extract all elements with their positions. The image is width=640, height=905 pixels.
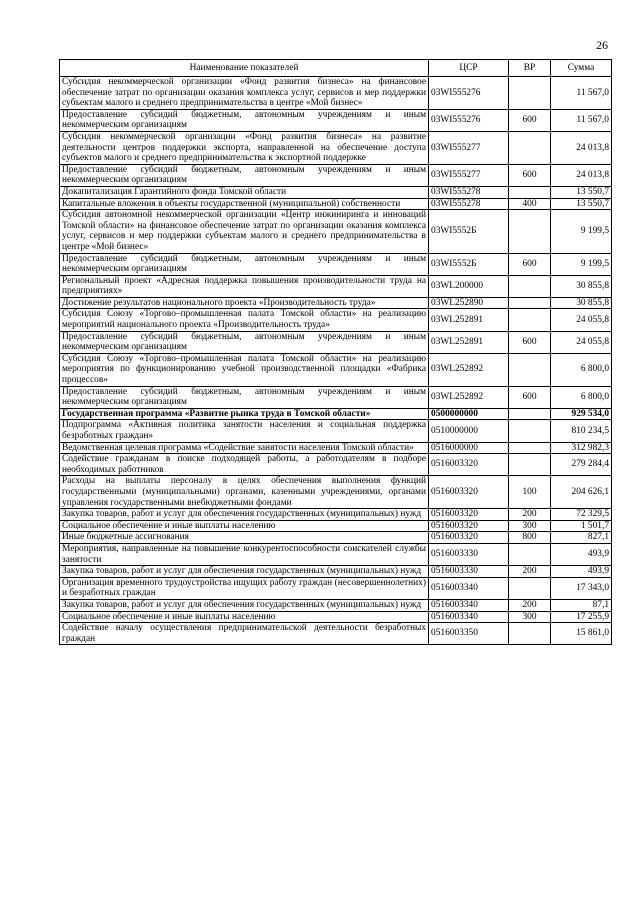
cell-name: Закупка товаров, работ и услуг для обеспечения государственных (муниципальных) нужд (60, 599, 429, 611)
cell-sum: 13 550,7 (551, 198, 612, 210)
cell-csr: 03WL252891 (429, 309, 509, 331)
cell-sum: 30 855,8 (551, 297, 612, 309)
cell-sum: 17 255,9 (551, 611, 612, 623)
cell-csr: 03WI555277 (429, 131, 509, 164)
cell-sum: 6 800,0 (551, 386, 612, 408)
cell-vr: 200 (509, 599, 551, 611)
cell-csr: 03WL252892 (429, 386, 509, 408)
cell-name: Расходы на выплаты персоналу в целях обеспечения выполнения функций государственными (муниципальными) органами, казенными учреждениями, органами управления государственными внебюджетными фондами (60, 476, 429, 509)
cell-sum: 204 626,1 (551, 476, 612, 509)
cell-vr (509, 210, 551, 253)
cell-name: Содействие гражданам в поиске подходящей работы, а работодателям в подборе необходимых работников (60, 454, 429, 476)
header-name: Наименование показателей (60, 60, 429, 77)
table-row (60, 520, 612, 532)
cell-sum: 11 567,0 (551, 109, 612, 131)
table-row (60, 297, 612, 309)
cell-csr: 0510000000 (429, 420, 509, 442)
cell-vr (509, 297, 551, 309)
cell-sum: 17 343,0 (551, 577, 612, 599)
table-row (60, 164, 612, 186)
cell-sum: 6 800,0 (551, 353, 612, 386)
cell-sum: 9 199,5 (551, 210, 612, 253)
cell-vr: 600 (509, 109, 551, 131)
cell-name: Подпрограмма «Активная политика занятости населения и социальная поддержка безработных граждан» (60, 420, 429, 442)
cell-name: Региональный проект «Адресная поддержка повышения производительности труда на предприятиях» (60, 275, 429, 297)
header-vr: ВР (509, 60, 551, 77)
cell-vr: 100 (509, 476, 551, 509)
cell-sum: 810 234,5 (551, 420, 612, 442)
cell-csr: 0516003340 (429, 599, 509, 611)
table-row (60, 77, 612, 110)
cell-vr (509, 131, 551, 164)
cell-vr (509, 420, 551, 442)
cell-csr: 03WL252891 (429, 331, 509, 353)
cell-csr: 03WI555276 (429, 109, 509, 131)
cell-vr: 600 (509, 331, 551, 353)
cell-vr (509, 623, 551, 645)
cell-sum: 11 567,0 (551, 77, 612, 110)
cell-vr (509, 309, 551, 331)
cell-vr: 600 (509, 164, 551, 186)
cell-csr: 03WI5552Б (429, 210, 509, 253)
cell-csr: 0516003320 (429, 454, 509, 476)
table-row (60, 420, 612, 442)
cell-name: Социальное обеспечение и иные выплаты населению (60, 611, 429, 623)
cell-name: Субсидия автономной некоммерческой организации «Центр инжиниринга и инноваций Томской области» на финансовое обеспечение затрат по организации оказания комплекса услуг, сервисов и мер поддержки субъектам малого и среднего предпринимательства в центре «Мой бизнес» (60, 210, 429, 253)
cell-name: Предоставление субсидий бюджетным, автономным учреждениям и иным некоммерческим организациям (60, 331, 429, 353)
cell-vr (509, 577, 551, 599)
cell-name: Субсидия Союзу «Торгово–промышленная палата Томской области» на реализацию мероприятия по функционированию учебной производственной площадки «Фабрика процессов» (60, 353, 429, 386)
cell-csr: 03WI5552Б (429, 253, 509, 275)
cell-csr: 0516003320 (429, 520, 509, 532)
cell-name: Государственная программа «Развитие рынка труда в Томской области» (60, 408, 429, 420)
cell-sum: 24 013,8 (551, 131, 612, 164)
cell-vr: 600 (509, 386, 551, 408)
cell-vr (509, 353, 551, 386)
table-row (60, 532, 612, 544)
cell-csr: 0516000000 (429, 442, 509, 454)
cell-vr: 300 (509, 520, 551, 532)
table-row (60, 210, 612, 253)
cell-name: Докапитализация Гарантийного фонда Томской области (60, 186, 429, 198)
cell-vr: 200 (509, 566, 551, 578)
cell-name: Иные бюджетные ассигнования (60, 532, 429, 544)
table-row (60, 566, 612, 578)
cell-name: Организация временного трудоустройства ищущих работу граждан (несовершеннолетних) и безработных граждан (60, 577, 429, 599)
cell-name: Субсидия Союзу «Торгово–промышленная палата Томской области» на реализацию мероприятий национального проекта «Производительность труда» (60, 309, 429, 331)
cell-sum: 30 855,8 (551, 275, 612, 297)
cell-csr: 0516003330 (429, 566, 509, 578)
cell-sum: 72 329,5 (551, 509, 612, 521)
cell-sum: 929 534,0 (551, 408, 612, 420)
cell-sum: 24 055,8 (551, 309, 612, 331)
table-row (60, 353, 612, 386)
table-row (60, 109, 612, 131)
cell-sum: 87,1 (551, 599, 612, 611)
cell-csr: 03WL200000 (429, 275, 509, 297)
budget-table (59, 59, 612, 645)
cell-sum: 1 501,7 (551, 520, 612, 532)
cell-name: Предоставление субсидий бюджетным, автономным учреждениям и иным некоммерческим организациям (60, 109, 429, 131)
table-row (60, 577, 612, 599)
cell-csr: 03WI555278 (429, 186, 509, 198)
table-row (60, 408, 612, 420)
cell-name: Закупка товаров, работ и услуг для обеспечения государственных (муниципальных) нужд (60, 509, 429, 521)
cell-name: Достижение результатов национального проекта «Производительность труда» (60, 297, 429, 309)
cell-name: Мероприятия, направленные на повышение конкурентоспособности соискателей службы занятости (60, 543, 429, 565)
table-row (60, 509, 612, 521)
cell-vr (509, 275, 551, 297)
table-row (60, 611, 612, 623)
cell-name: Предоставление субсидий бюджетным, автономным учреждениям и иным некоммерческим организациям (60, 164, 429, 186)
table-row (60, 198, 612, 210)
cell-csr: 03WL252892 (429, 353, 509, 386)
table-row (60, 309, 612, 331)
table-row (60, 386, 612, 408)
cell-name: Закупка товаров, работ и услуг для обеспечения государственных (муниципальных) нужд (60, 566, 429, 578)
cell-vr (509, 442, 551, 454)
cell-vr (509, 186, 551, 198)
table-row (60, 599, 612, 611)
table-header-row (60, 60, 612, 77)
cell-name: Социальное обеспечение и иные выплаты населению (60, 520, 429, 532)
cell-vr (509, 77, 551, 110)
cell-sum: 24 055,8 (551, 331, 612, 353)
cell-vr (509, 454, 551, 476)
cell-vr: 200 (509, 509, 551, 521)
cell-sum: 24 013,8 (551, 164, 612, 186)
cell-csr: 0516003320 (429, 532, 509, 544)
table-row (60, 623, 612, 645)
cell-vr: 600 (509, 253, 551, 275)
table-row (60, 543, 612, 565)
table-row (60, 442, 612, 454)
cell-name: Содействие началу осуществления предпринимательской деятельности безработных граждан (60, 623, 429, 645)
cell-csr: 0516003340 (429, 577, 509, 599)
table-row (60, 131, 612, 164)
table-row (60, 186, 612, 198)
cell-name: Предоставление субсидий бюджетным, автономным учреждениям и иным некоммерческим организациям (60, 253, 429, 275)
cell-csr: 0516003320 (429, 509, 509, 521)
cell-name: Капитальные вложения в объекты государственной (муниципальной) собственности (60, 198, 429, 210)
table-body (60, 77, 612, 645)
cell-name: Предоставление субсидий бюджетным, автономным учреждениям и иным некоммерческим организациям (60, 386, 429, 408)
table-row (60, 476, 612, 509)
cell-sum: 15 861,0 (551, 623, 612, 645)
cell-vr: 800 (509, 532, 551, 544)
cell-name: Ведомственная целевая программа «Содействие занятости населения Томской области» (60, 442, 429, 454)
header-csr: ЦСР (429, 60, 509, 77)
cell-sum: 493,9 (551, 543, 612, 565)
cell-sum: 9 199,5 (551, 253, 612, 275)
cell-csr: 0516003350 (429, 623, 509, 645)
cell-sum: 279 284,4 (551, 454, 612, 476)
cell-csr: 03WI555276 (429, 77, 509, 110)
cell-sum: 312 982,3 (551, 442, 612, 454)
header-sum: Сумма (551, 60, 612, 77)
page-number: 26 (596, 38, 608, 52)
cell-vr (509, 408, 551, 420)
table-row (60, 275, 612, 297)
cell-sum: 827,1 (551, 532, 612, 544)
cell-name: Субсидия некоммерческой организации «Фонд развития бизнеса» на финансовое обеспечение затрат по организации оказания комплекса услуг, сервисов и мер поддержки субъектам малого и среднего предпринимательства в центре «Мой бизнес» (60, 77, 429, 110)
table-row (60, 454, 612, 476)
cell-sum: 493,9 (551, 566, 612, 578)
cell-csr: 0516003320 (429, 476, 509, 509)
cell-csr: 03WI555277 (429, 164, 509, 186)
table-row (60, 253, 612, 275)
cell-csr: 03WI555278 (429, 198, 509, 210)
cell-name: Субсидия некоммерческой организации «Фонд развития бизнеса» на развитие деятельности центров поддержки экспорта, направленной на обеспечение доступа субъектов малого и среднего предпринимательства к экспортной поддержке (60, 131, 429, 164)
cell-csr: 03WL252890 (429, 297, 509, 309)
cell-csr: 0500000000 (429, 408, 509, 420)
cell-vr: 400 (509, 198, 551, 210)
table-row (60, 331, 612, 353)
cell-csr: 0516003340 (429, 611, 509, 623)
cell-vr (509, 543, 551, 565)
cell-vr: 300 (509, 611, 551, 623)
cell-csr: 0516003330 (429, 543, 509, 565)
cell-sum: 13 550,7 (551, 186, 612, 198)
